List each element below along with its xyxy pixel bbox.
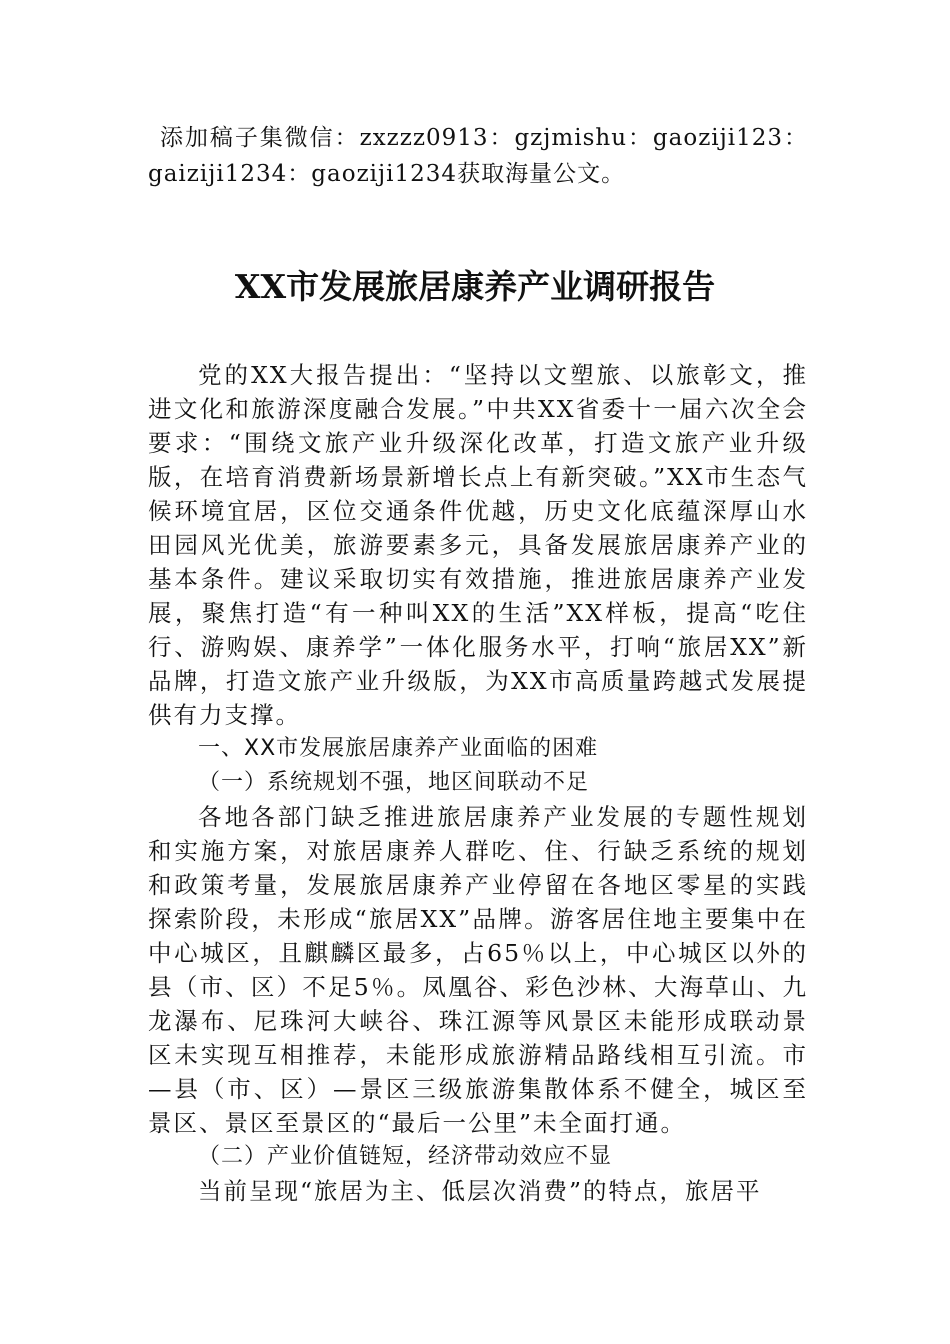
wechat-contact-note: 添加稿子集微信：zxzzz0913：gzjmishu：gaoziji123：gaiziji1234：gaoziji1234获取海量公文。 [148,125,808,187]
subsection-1-paragraph: 各地各部门缺乏推进旅居康养产业发展的专题性规划和实施方案，对旅居康养人群吃、住、行缺乏系统的规划和政策考量，发展旅居康养产业停留在各地区零星的实践探索阶段，未形成“旅居XX”品牌。游客居住地主要集中在中心城区，且麒麟区最多，占65％以上，中心城区以外的县（市、区）不足5％。凤凰谷、彩色沙林、大海草山、九龙瀑布、尼珠河大峡谷、珠江源等风景区未能形成联动景区未实现互相推荐，未能形成旅游精品路线相互引流。市—县（市、区）—景区三级旅游集散体系不健全，城区至景区、景区至景区的“最后一公里”未全面打通。 [148,803,808,1137]
intro-paragraph: 党的XX大报告提出：“坚持以文塑旅、以旅彰文，推进文化和旅游深度融合发展。”中共XX省委十一届六次全会要求：“围绕文旅产业升级深化改革，打造文旅产业升级版，在培育消费新场景新增长点上有新突破。”XX市生态气候环境宜居，区位交通条件优越，历史文化底蕴深厚山水田园风光优美，旅游要素多元，具备发展旅居康养产业的基本条件。建议采取切实有效措施，推进旅居康养产业发展，聚焦打造“有一种叫XX的生活”XX样板，提高“吃住行、游购娱、康养学”一体化服务水平，打响“旅居XX”新品牌，打造文旅产业升级版，为XX市高质量跨越式发展提供有力支撑。 [148,361,808,729]
section-heading-1: 一、XX市发展旅居康养产业面临的困难 [198,736,599,761]
document-title: XX市发展旅居康养产业调研报告 [234,267,716,306]
subsection-2-paragraph: 当前呈现“旅居为主、低层次消费”的特点，旅居平 [198,1177,762,1205]
subsection-heading-1: （一）系统规划不强，地区间联动不足 [198,770,590,795]
document-body [148,358,808,1208]
subsection-heading-2: （二）产业价值链短，经济带动效应不显 [198,1144,613,1169]
